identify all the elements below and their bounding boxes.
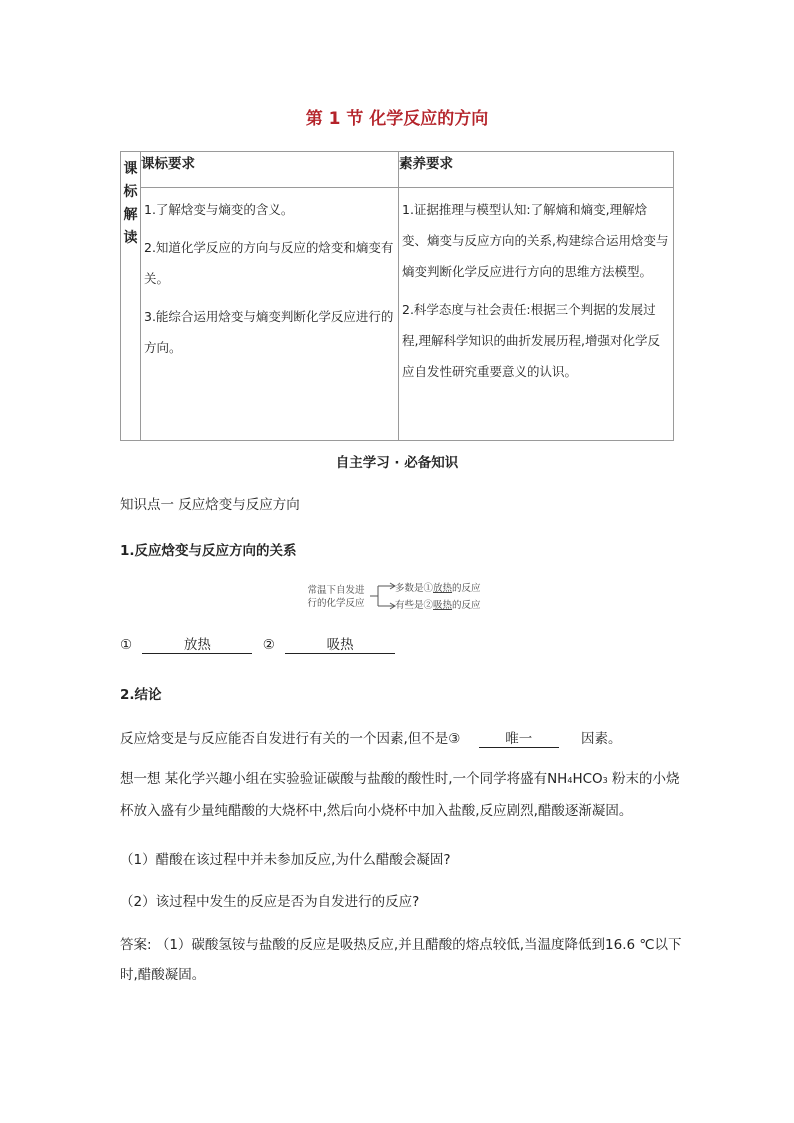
literacy-item: 1.证据推理与模型认知:了解熵和熵变,理解焓变、熵变与反应方向的关系,构建综合运用焓变与熵变判断化学反应进行方向的思维方法模型。 [402, 202, 669, 279]
side-char: 标 [123, 184, 138, 200]
side-char: 读 [123, 230, 138, 246]
relation-diagram [305, 580, 505, 612]
col1-body [141, 188, 399, 441]
answer-mark-2: ② [262, 637, 275, 653]
think-part: 粉末的小烧杯放入盛有少量纯醋酸的大烧杯中,然后向小烧杯中加入盐酸,反应剧烈,醋酸逐渐凝固。 [120, 771, 680, 819]
branch-blank: 吸热 [433, 600, 453, 611]
curriculum-item: 1.了解焓变与熵变的含义。 [144, 202, 294, 217]
answer-blank-1: 放热 [142, 637, 252, 654]
conclusion-blank: 唯一 [479, 731, 559, 748]
table-side-label [121, 152, 141, 441]
think-part: 想一想 某化学兴趣小组在实验验证碳酸与盐酸的酸性时,一个同学将盛有NH [120, 771, 568, 787]
conclusion-before: 反应焓变是与反应能否自发进行有关的一个因素,但不是③ [120, 731, 461, 747]
curriculum-item: 2.知道化学反应的方向与反应的焓变和熵变有关。 [144, 240, 394, 286]
branch-suffix: 的反应 [452, 583, 481, 594]
heading-relation: 1.反应焓变与反应方向的关系 [120, 543, 297, 559]
col2-header: 素养要求 [399, 152, 674, 188]
page-title: 第 1 节 化学反应的方向 [305, 109, 489, 129]
branch-prefix: 多数是① [395, 583, 434, 594]
think-part: HCO [572, 771, 603, 787]
literacy-item: 2.科学态度与社会责任:根据三个判据的发展过程,理解科学知识的曲折发展历程,增强对化学反应自发性研究重要意义的认识。 [402, 302, 660, 379]
diagram-branch-1 [395, 580, 481, 594]
question-1: （1）醋酸在该过程中并未参加反应,为什么醋酸会凝固? [120, 852, 451, 868]
requirements-table [120, 151, 674, 441]
col1-header: 课标要求 [141, 152, 399, 188]
side-char: 课 [123, 161, 138, 177]
diagram-left-line: 常温下自发进 [307, 585, 365, 596]
conclusion-text [120, 727, 622, 748]
subscript: 4 [567, 776, 573, 785]
think-paragraph [120, 764, 682, 826]
branch-suffix: 的反应 [452, 600, 481, 611]
diagram-left-label [305, 584, 367, 610]
question-2: （2）该过程中发生的反应是否为自发进行的反应? [120, 894, 420, 910]
knowledge-point: 知识点一 反应焓变与反应方向 [120, 497, 300, 513]
curriculum-item: 3.能综合运用焓变与熵变判断化学反应进行的方向。 [144, 309, 394, 355]
answer-mark-1: ① [120, 637, 133, 653]
branch-blank: 放热 [433, 583, 453, 594]
branch-prefix: 有些是② [395, 600, 434, 611]
section-title: 自主学习 · 必备知识 [335, 455, 459, 471]
answer-blank-2: 吸热 [285, 637, 395, 654]
subscript: 3 [602, 776, 608, 785]
heading-conclusion: 2.结论 [120, 687, 162, 703]
diagram-left-line: 行的化学反应 [307, 598, 365, 609]
col2-body [399, 188, 674, 441]
diagram-branch-2 [395, 597, 481, 611]
answer-line [120, 637, 395, 654]
side-char: 解 [123, 207, 138, 223]
conclusion-after: 因素。 [581, 731, 622, 747]
diagram-brace [368, 580, 396, 612]
answer-paragraph: 答案: （1）碳酸氢铵与盐酸的反应是吸热反应,并且醋酸的熔点较低,当温度降低到16.6 ℃以下时,醋酸凝固。 [120, 937, 682, 983]
